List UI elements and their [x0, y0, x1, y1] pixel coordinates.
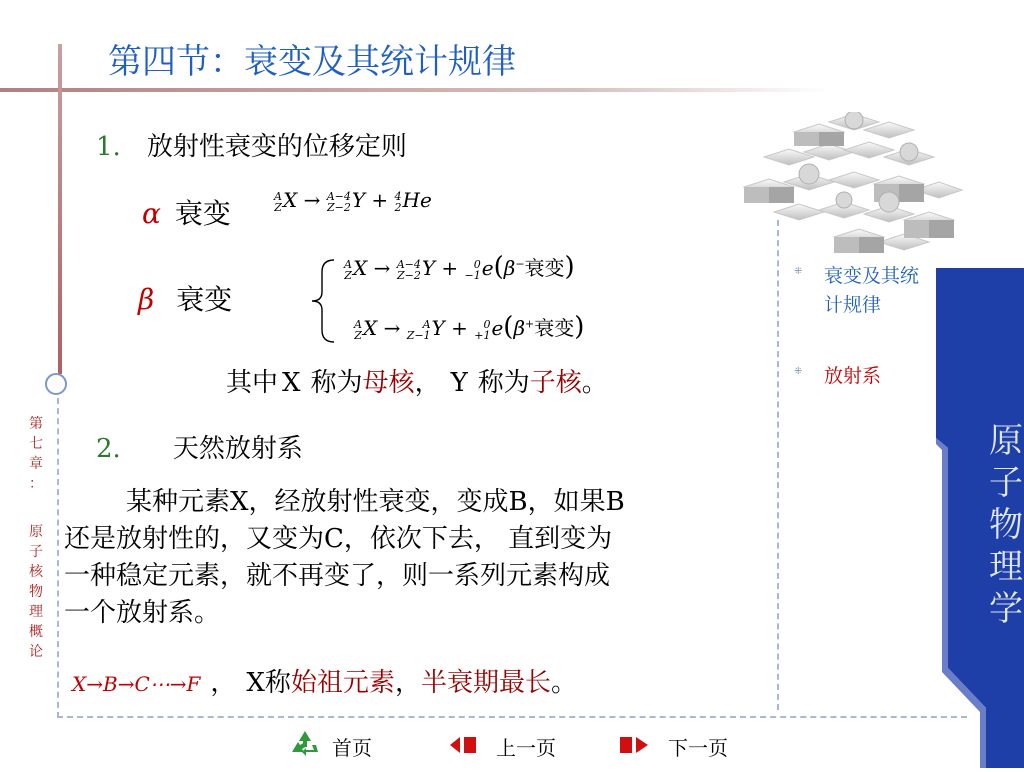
chapter-char: 子 — [29, 544, 43, 560]
chapter-char: 理 — [29, 604, 43, 620]
next-arrow-icon — [618, 734, 648, 756]
section-title: 放射性衰变的位移定则 — [146, 132, 407, 162]
course-title-char: 学 — [989, 589, 1023, 629]
mother-nucleus-term: 母核 — [362, 368, 415, 398]
beta-symbol: β — [138, 283, 155, 316]
decay-chain-line — [72, 662, 577, 699]
page-title: 第四节：衰变及其统计规律 — [108, 42, 516, 82]
chapter-char: 核 — [29, 564, 43, 580]
outline-item-label: 衰变及其统计规律 — [824, 265, 920, 316]
section-title: 天然放射系 — [172, 434, 303, 464]
bullet-icon: ⁜ — [794, 366, 803, 377]
alpha-decay-equation: A Z X → A−4 Z−2 Y + 4 2 He — [274, 188, 432, 214]
paragraph-line: 一个放射系。 — [64, 598, 221, 628]
beta-plus-tag: 衰变 — [534, 316, 575, 340]
note-text: Y — [450, 368, 468, 398]
paragraph-line: 还是放射性的，又变为C，依次下去， 直到变为 — [64, 524, 613, 554]
chain-text: X称 — [246, 668, 291, 698]
chapter-label-vertical — [26, 414, 46, 662]
chapter-char: 第 — [29, 416, 43, 432]
alpha-decay-label — [142, 192, 231, 232]
alpha-label: 衰变 — [174, 197, 231, 230]
section-number: 2. — [96, 434, 121, 464]
note-text: 其中 — [226, 368, 279, 398]
bottom-dashed-rule — [57, 716, 967, 718]
prev-arrow-icon — [450, 734, 480, 756]
course-title-vertical — [988, 420, 1024, 630]
section-number: 1. — [96, 132, 121, 162]
recycle-icon — [288, 728, 322, 762]
beta-decay-label — [138, 278, 232, 318]
course-title-char: 理 — [989, 547, 1023, 587]
chapter-char: 原 — [29, 524, 43, 540]
top-rule — [0, 88, 830, 92]
longest-halflife-term: 半衰期最长 — [420, 668, 551, 698]
alpha-symbol: α — [142, 197, 161, 230]
chapter-char: ： — [29, 476, 43, 492]
decay-chain-formula: X→B→C⋯→F — [72, 672, 201, 696]
chapter-char: 概 — [29, 624, 43, 640]
mother-daughter-note — [226, 362, 608, 399]
left-rule — [58, 44, 62, 374]
next-label: 下一页 — [668, 736, 728, 760]
chain-text: ， — [394, 668, 421, 698]
daughter-nucleus-term: 子核 — [529, 368, 582, 398]
bullet-icon: ⁜ — [794, 266, 803, 277]
beta-minus-equation: A Z X → A−4 Z−2 Y + 0 −1 e(β−衰变) — [344, 252, 575, 282]
circle-marker — [45, 373, 67, 395]
note-text: X — [282, 368, 301, 398]
note-text: 称为 — [477, 368, 530, 398]
ancestor-element-term: 始祖元素 — [290, 668, 395, 698]
course-title-char: 子 — [989, 463, 1023, 503]
paragraph-line: 某种元素X，经放射性衰变，变成B，如果B — [126, 487, 625, 517]
beta-label: 衰变 — [176, 283, 233, 316]
section1-heading — [96, 126, 407, 163]
note-text: 称为 — [310, 368, 363, 398]
chain-text: 。 — [550, 668, 577, 698]
home-nav[interactable] — [288, 728, 384, 762]
outline-item-label: 放射系 — [824, 365, 882, 387]
course-title-char: 原 — [989, 421, 1023, 461]
brace-icon — [308, 258, 338, 344]
left-dashed-rule — [57, 398, 59, 718]
beta-minus-tag: 衰变 — [524, 256, 565, 280]
beta-plus-equation: A Z X → A Z−1 Y + 0 +1 e(β+衰变) — [354, 312, 585, 342]
right-dashed-rule — [777, 220, 779, 710]
note-text: ， — [414, 368, 441, 398]
next-page-nav[interactable] — [618, 728, 748, 762]
radioactive-series-paragraph — [64, 484, 790, 632]
chapter-char: 物 — [29, 584, 43, 600]
chain-text: ， — [210, 668, 237, 698]
chapter-char: 七 — [29, 436, 43, 452]
prev-label: 上一页 — [496, 736, 556, 760]
home-label: 首页 — [332, 736, 372, 760]
paragraph-line: 一种稳定元素，就不再变了，则一系列元素构成 — [64, 561, 611, 591]
cube-grid-illustration — [734, 112, 964, 262]
course-title-char: 物 — [989, 505, 1023, 545]
chapter-char: 章 — [29, 456, 43, 472]
chapter-char: 论 — [29, 644, 43, 660]
outline-item-decay[interactable] — [794, 262, 934, 320]
note-text: 。 — [581, 368, 608, 398]
outline-item-series[interactable] — [794, 362, 934, 391]
section2-heading — [96, 428, 303, 465]
prev-page-nav[interactable] — [450, 728, 580, 762]
